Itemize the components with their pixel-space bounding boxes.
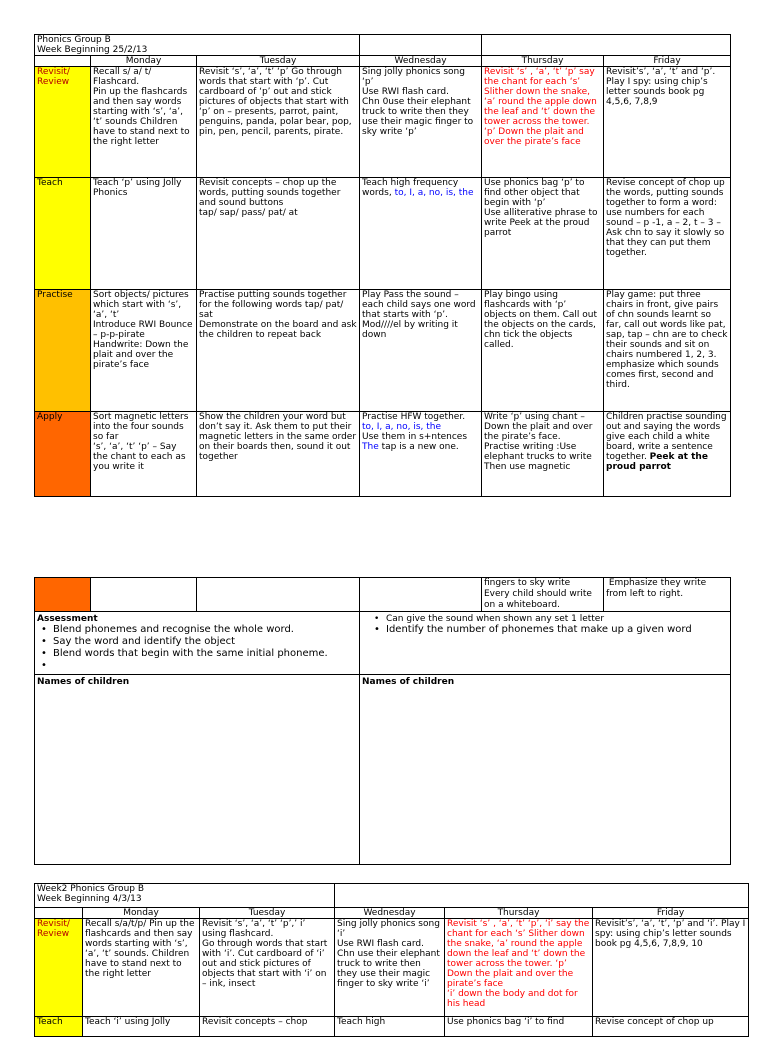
week2-day-header: Wednesday <box>335 908 445 919</box>
week2-week-beginning: Week Beginning 4/3/13 <box>37 894 142 904</box>
week2-teach-wednesday: Teach high <box>335 1017 445 1037</box>
week2-row-label-revisit: Revisit/ Review <box>35 919 83 1017</box>
week2-day-header: Friday <box>593 908 749 919</box>
week2-header-blank <box>35 908 83 919</box>
week2-day-header: Monday <box>83 908 200 919</box>
apply-friday-text: Children practise sounding out and saying the words give each child a white board, write a sentence together. <box>606 412 727 462</box>
teach-hfw-words: to, I, a, no, is, the <box>394 188 474 198</box>
week1-revisit-monday: Recall s/ a/ t/ Flashcard. Pin up the flashcards and then say words starting with ‘s’, ‘a’, ‘t’ sounds Children have to stand next to the right letter <box>91 67 197 178</box>
apply-sentences-line: Use them in s+ntences <box>362 432 468 442</box>
apply-example-rest: tap is a new one. <box>378 442 459 452</box>
apply-continued-friday: Emphasize they write from left to right. <box>604 578 731 612</box>
week1-teach-friday: Revise concept of chop up the words, putting sounds together to form a word: use numbers for each sound – p -1, a – 2, t – 3 – Ask chn to say it slowly so that they can put them together. <box>604 178 731 290</box>
week2-title-blank <box>335 884 749 908</box>
apply-example-sentence <box>362 442 479 452</box>
week1-apply-tuesday: Show the children your word but don’t say it. Ask them to put their magnetic letters in the same order on their boards then, sound it out together <box>197 412 360 497</box>
assessment-item: • Blend phonemes and recognise the whole word. <box>41 624 357 636</box>
week2-revisit-friday: Revisit’s’, ‘a’, ‘t’, ‘p’ and ‘i’. Play I spy: using chip’s letter sounds book pg 4,5,6, 7,8,9, 10 <box>593 919 749 1017</box>
week2-row-label-teach: Teach <box>35 1017 83 1037</box>
assessment-item: • Can give the sound when shown any set 1 letter <box>374 614 728 624</box>
week1-apply-wednesday <box>360 412 482 497</box>
row-label-teach: Teach <box>35 178 91 290</box>
assessment-right-cell <box>360 612 731 675</box>
week1-apply-thursday: Write ‘p’ using chant – Down the plait and over the pirate’s face. Practise writing :Use elephant trucks to write Then use magnetic <box>482 412 604 497</box>
week1-header-blank <box>35 56 91 67</box>
week1-teach-wednesday <box>360 178 482 290</box>
week1-title-blank-right <box>482 35 731 56</box>
week1-week-beginning: Week Beginning 25/2/13 <box>37 45 148 55</box>
week1-teach-thursday: Use phonics bag ‘p’ to find other object that begin with ‘p’ Use alliterative phrase to write Peek at the proud parrot <box>482 178 604 290</box>
row-label-apply: Apply <box>35 412 91 497</box>
teach-hfw-intro: Teach high frequency <box>362 178 459 188</box>
week1-day-header: Friday <box>604 56 731 67</box>
assessment-left-cell <box>35 612 360 675</box>
apply-continued-thursday: fingers to sky write Every child should write on a whiteboard. <box>482 578 604 612</box>
apply-hfw-line: Practise HFW together. <box>362 412 466 422</box>
week1-revisit-wednesday: Sing jolly phonics song ‘p’ Use RWI flash card. Chn 0use their elephant truck to write then they use their magic finger to sky write ‘p’ <box>360 67 482 178</box>
teach-hfw-words-label: words, <box>362 188 395 198</box>
week2-revisit-wednesday: Sing jolly phonics song ‘i’ Use RWI flash card. Chn use their elephant truck to write then they use their magic finger to sky write ‘i’ <box>335 919 445 1017</box>
week2-revisit-monday: Recall s/a/t/p/ Pin up the flashcards and then say words starting with ‘s’, ‘a’, ‘t’ sounds. Children have to stand next to the right letter <box>83 919 200 1017</box>
week2-day-header: Tuesday <box>200 908 335 919</box>
row-label-revisit: Revisit/ Review <box>35 67 91 178</box>
week1-revisit-tuesday: Revisit ‘s’, ‘a’, ‘t’ ‘p’ Go through words that start with ‘p’. Cut cardboard of ‘p’ out and stick pictures of objects that start with ‘p’ on – presents, parrot, paint, penguins, panda, polar bear, pop, pin, pen, pencil, parents, pirate. <box>197 67 360 178</box>
assessment-right-list <box>362 614 728 636</box>
week1-revisit-thursday: Revisit ‘s’ , ‘a’, ‘t’ ‘p’ say the chant for each ‘s’ Slither down the snake, ‘a’ round the apple down the leaf and ‘t’ down the tower across the tower. ‘p’ Down the plait and over the pirate’s face <box>482 67 604 178</box>
names-heading-right: Names of children <box>362 677 455 687</box>
week1-teach-tuesday: Revisit concepts – chop up the words, putting sounds together and sound buttons tap/ sap/ pass/ pat/ at <box>197 178 360 290</box>
week1-apply-monday: Sort magnetic letters into the four sounds so far ‘s’, ‘a’, ‘t’ ‘p’ – Say the chant to each as you write it <box>91 412 197 497</box>
assessment-left-list <box>37 624 357 660</box>
apply-friday-phrase: Peek at the proud parrot <box>606 452 708 472</box>
week1-day-header: Tuesday <box>197 56 360 67</box>
week1-title-blank <box>360 35 482 56</box>
week2-teach-thursday: Use phonics bag ‘i’ to find <box>445 1017 593 1037</box>
week2-group-title: Week2 Phonics Group B <box>37 884 145 894</box>
assessment-item: • Identify the number of phonemes that make up a given word <box>374 624 728 636</box>
week2-teach-monday: Teach ‘i’ using Jolly <box>83 1017 200 1037</box>
apply-continued-tuesday <box>197 578 360 612</box>
assessment-item: • Blend words that begin with the same initial phoneme. <box>41 648 357 660</box>
row-label-practise: Practise <box>35 290 91 412</box>
week2-revisit-thursday: Revisit ‘s’ , ‘a’, ‘t’ ‘p’, ‘i’ say the chant for each ‘s’ Slither down the snake, ‘a’ round the apple down the leaf and ‘t’ down the tower across the tower. ‘p’ Down the plait and over the pirate’s face ‘i’ down the body and dot for his head <box>445 919 593 1017</box>
week2-teach-friday: Revise concept of chop up <box>593 1017 749 1037</box>
apply-hfw-words: to, I, a, no, is, the <box>362 422 441 432</box>
assessment-item: • Say the word and identify the object <box>41 636 357 648</box>
week1-plan-table <box>34 34 731 497</box>
week1-day-header: Thursday <box>482 56 604 67</box>
week1-practise-monday: Sort objects/ pictures which start with ‘s’, ‘a’, ‘t’ Introduce RWI Bounce – p-p-pirate Handwrite: Down the plait and over the pirate’s face <box>91 290 197 412</box>
names-heading-left: Names of children <box>37 677 130 687</box>
week1-practise-friday: Play game: put three chairs in front, give pairs of chn sounds learnt so far, call out words like pat, sap, tap – chn are to check their sounds and sit on chairs numbered 1, 2, 3. emphasize which sounds comes first, second and third. <box>604 290 731 412</box>
week1-practise-wednesday: Play Pass the sound – each child says one word that starts with ‘p’. Mod////el by writing it down <box>360 290 482 412</box>
week1-title-cell <box>35 35 360 56</box>
week1-day-header: Monday <box>91 56 197 67</box>
assessment-heading: Assessment <box>37 614 98 624</box>
week2-teach-tuesday: Revisit concepts – chop <box>200 1017 335 1037</box>
apply-continued-monday <box>91 578 197 612</box>
week1-practise-thursday: Play bingo using flashcards with ‘p’ objects on them. Call out the objects on the cards, chn tick the objects called. <box>482 290 604 412</box>
week1-continuation-table <box>34 577 731 865</box>
apply-continued-wednesday <box>360 578 482 612</box>
week2-day-header: Thursday <box>445 908 593 919</box>
week1-group-title: Phonics Group B <box>37 35 111 45</box>
names-of-children-right <box>360 675 731 865</box>
week1-teach-monday: Teach ‘p’ using Jolly Phonics <box>91 178 197 290</box>
week2-revisit-tuesday: Revisit ‘s’, ‘a’, ‘t’ ‘p’,’ i’ using flashcard. Go through words that start with ‘i’. Cut cardboard of ‘i’ out and stick pictures of objects that start with ‘i’ on – ink, insect <box>200 919 335 1017</box>
names-of-children-left <box>35 675 360 865</box>
apply-continued-label <box>35 578 91 612</box>
week1-apply-friday <box>604 412 731 497</box>
week1-practise-tuesday: Practise putting sounds together for the following words tap/ pat/ sat Demonstrate on the board and ask the children to repeat back <box>197 290 360 412</box>
week2-plan-table <box>34 883 749 1037</box>
week1-revisit-friday: Revisit’s’, ‘a’, ‘t’ and ‘p’. Play I spy: using chip’s letter sounds book pg 4,5,6, 7,8,9 <box>604 67 731 178</box>
week2-title-cell <box>35 884 335 908</box>
apply-example-hfw: The <box>362 442 379 452</box>
week1-day-header: Wednesday <box>360 56 482 67</box>
